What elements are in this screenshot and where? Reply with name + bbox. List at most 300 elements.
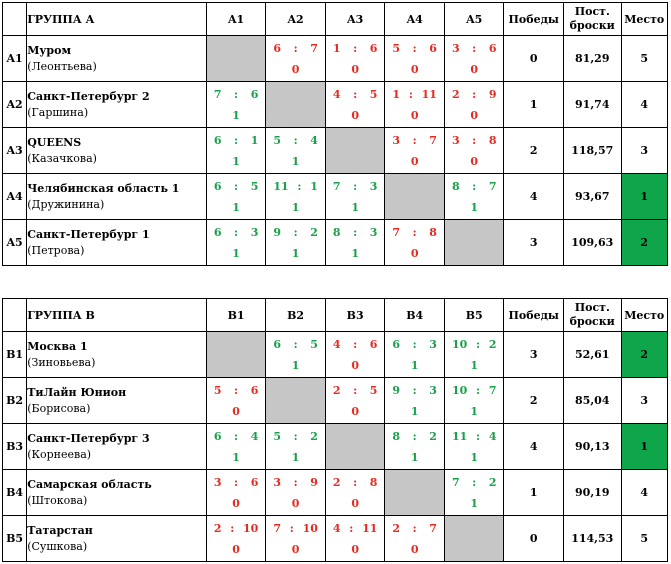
match-score	[326, 338, 385, 351]
match-score	[266, 522, 325, 535]
team-coach: (Зиновьева)	[27, 355, 96, 369]
team-id: B1	[3, 332, 27, 378]
score-opponent: 6	[429, 42, 437, 55]
place-value: 2	[621, 332, 667, 378]
match-score	[207, 476, 266, 489]
group-title: ГРУППА А	[27, 3, 207, 36]
match-score-cell	[385, 516, 445, 562]
wins-value: 4	[504, 424, 564, 470]
score-separator: :	[353, 338, 358, 351]
team-coach: (Дружинина)	[27, 197, 105, 211]
score-opponent: 5	[250, 180, 259, 193]
match-point: 0	[291, 497, 300, 510]
match-score	[207, 522, 266, 535]
match-score	[326, 384, 385, 397]
match-score	[385, 522, 444, 535]
wins-value: 3	[504, 332, 564, 378]
score-opponent: 3	[429, 384, 437, 397]
match-point: 1	[291, 451, 300, 464]
match-score	[326, 42, 385, 55]
match-score-cell	[444, 424, 504, 470]
column-header: A2	[266, 3, 326, 36]
match-score	[326, 88, 385, 101]
team-row	[3, 470, 668, 516]
score-separator: :	[472, 88, 477, 101]
score-separator: :	[349, 522, 354, 535]
match-score-cell	[325, 516, 385, 562]
match-score-cell	[325, 332, 385, 378]
team-cell	[27, 220, 207, 266]
match-point: 0	[232, 543, 240, 556]
score-own: 1	[392, 88, 401, 101]
score-own: 2	[213, 522, 222, 535]
score-opponent: 7	[310, 42, 318, 55]
score-own: 6	[213, 134, 222, 147]
points-value: 118,57	[564, 128, 622, 174]
team-row	[3, 82, 668, 128]
column-header: B3	[325, 299, 385, 332]
header-row	[3, 3, 668, 36]
place-value: 4	[621, 470, 667, 516]
points-value: 93,67	[564, 174, 622, 220]
team-coach: (Штокова)	[27, 493, 88, 507]
match-score	[266, 180, 325, 193]
match-score	[385, 42, 444, 55]
match-score-cell	[206, 424, 266, 470]
points-value: 109,63	[564, 220, 622, 266]
team-id: B5	[3, 516, 27, 562]
match-point: 1	[410, 405, 419, 418]
team-id: A1	[3, 36, 27, 82]
score-separator: :	[234, 430, 239, 443]
score-separator: :	[293, 338, 298, 351]
match-score	[266, 134, 325, 147]
score-separator: :	[353, 226, 358, 239]
score-own: 8	[451, 180, 460, 193]
score-opponent: 7	[429, 522, 437, 535]
score-separator: :	[234, 134, 239, 147]
score-opponent: 5	[310, 338, 318, 351]
score-opponent: 2	[429, 430, 437, 443]
match-score-cell	[444, 36, 504, 82]
score-opponent: 8	[488, 134, 497, 147]
points-value: 91,74	[564, 82, 622, 128]
score-own: 2	[451, 88, 460, 101]
match-point: 0	[351, 359, 359, 372]
match-score-cell	[206, 220, 266, 266]
score-separator: :	[230, 522, 235, 535]
team-name: Татарстан	[27, 523, 93, 537]
self-match-cell	[266, 82, 326, 128]
match-point: 0	[232, 405, 240, 418]
team-cell	[27, 378, 207, 424]
corner-cell	[3, 3, 27, 36]
score-opponent: 7	[488, 384, 497, 397]
match-score	[207, 88, 266, 101]
team-cell	[27, 470, 207, 516]
self-match-cell	[385, 174, 445, 220]
match-score-cell	[266, 128, 326, 174]
score-own: 9	[273, 226, 281, 239]
score-separator: :	[476, 338, 481, 351]
wins-header: Победы	[504, 3, 564, 36]
match-score	[385, 338, 444, 351]
team-coach: (Корнеева)	[27, 447, 92, 461]
score-separator: :	[297, 180, 302, 193]
score-own: 7	[273, 522, 281, 535]
match-point: 1	[291, 201, 300, 214]
wins-header: Победы	[504, 299, 564, 332]
score-opponent: 6	[488, 42, 497, 55]
team-row	[3, 36, 668, 82]
team-coach: (Петрова)	[27, 243, 85, 257]
self-match-cell	[206, 332, 266, 378]
match-score	[445, 476, 504, 489]
match-score-cell	[325, 470, 385, 516]
match-point: 1	[410, 359, 419, 372]
team-row	[3, 174, 668, 220]
wins-value: 2	[504, 128, 564, 174]
team-cell	[27, 36, 207, 82]
score-separator: :	[472, 134, 477, 147]
match-score	[266, 338, 325, 351]
score-own: 11	[273, 180, 289, 193]
points-header	[564, 299, 622, 332]
match-score-cell	[444, 82, 504, 128]
score-opponent: 2	[310, 430, 318, 443]
place-value: 5	[621, 36, 667, 82]
score-opponent: 2	[310, 226, 318, 239]
place-value: 5	[621, 516, 667, 562]
wins-value: 0	[504, 516, 564, 562]
match-score	[266, 226, 325, 239]
score-opponent: 5	[369, 384, 378, 397]
points-header-line1: Пост.	[574, 5, 610, 18]
match-score	[445, 384, 504, 397]
match-score	[266, 430, 325, 443]
match-score-cell	[206, 128, 266, 174]
score-opponent: 11	[421, 88, 437, 101]
match-score-cell	[385, 82, 445, 128]
score-opponent: 5	[369, 88, 378, 101]
score-own: 2	[332, 384, 341, 397]
score-opponent: 1	[250, 134, 259, 147]
score-own: 10	[451, 384, 468, 397]
match-score-cell	[206, 516, 266, 562]
match-score-cell	[325, 378, 385, 424]
score-separator: :	[476, 384, 481, 397]
score-own: 8	[332, 226, 341, 239]
group-title: ГРУППА В	[27, 299, 207, 332]
team-id: A3	[3, 128, 27, 174]
match-score	[326, 522, 385, 535]
score-opponent: 10	[302, 522, 318, 535]
score-separator: :	[412, 384, 417, 397]
score-separator: :	[408, 88, 413, 101]
score-own: 6	[392, 338, 401, 351]
points-value: 90,19	[564, 470, 622, 516]
score-own: 9	[392, 384, 401, 397]
score-separator: :	[412, 338, 417, 351]
team-name: ТиЛайн Юнион	[27, 385, 127, 399]
place-value: 4	[621, 82, 667, 128]
group-b-table	[2, 298, 668, 562]
score-own: 2	[332, 476, 341, 489]
match-score-cell	[325, 220, 385, 266]
score-separator: :	[234, 88, 239, 101]
team-row	[3, 378, 668, 424]
header-row	[3, 299, 668, 332]
wins-value: 1	[504, 82, 564, 128]
score-own: 2	[392, 522, 401, 535]
self-match-cell	[206, 36, 266, 82]
score-own: 6	[273, 42, 281, 55]
team-coach: (Сушкова)	[27, 539, 88, 553]
match-score-cell	[206, 174, 266, 220]
match-score-cell	[444, 470, 504, 516]
match-point: 1	[470, 405, 479, 418]
score-opponent: 4	[488, 430, 497, 443]
match-point: 0	[410, 247, 419, 260]
score-opponent: 9	[488, 88, 497, 101]
match-score-cell	[444, 332, 504, 378]
team-cell	[27, 332, 207, 378]
match-point: 1	[232, 109, 240, 122]
match-score	[445, 338, 504, 351]
match-point: 1	[232, 201, 240, 214]
match-point: 1	[291, 359, 300, 372]
match-point: 1	[351, 201, 359, 214]
points-header-line1: Пост.	[574, 301, 610, 314]
match-score-cell	[385, 424, 445, 470]
team-coach: (Леонтьева)	[27, 59, 97, 73]
match-score-cell	[444, 378, 504, 424]
wins-value: 0	[504, 36, 564, 82]
match-score-cell	[266, 470, 326, 516]
score-separator: :	[412, 226, 417, 239]
match-point: 0	[410, 155, 419, 168]
score-separator: :	[412, 134, 417, 147]
score-opponent: 4	[250, 430, 259, 443]
place-value: 3	[621, 378, 667, 424]
match-point: 0	[291, 63, 300, 76]
team-name: QUEENS	[27, 135, 82, 149]
match-point: 1	[291, 155, 300, 168]
team-id: B3	[3, 424, 27, 470]
score-opponent: 3	[250, 226, 259, 239]
column-header: A1	[206, 3, 266, 36]
score-opponent: 8	[369, 476, 378, 489]
match-score	[445, 180, 504, 193]
score-own: 8	[392, 430, 401, 443]
score-own: 5	[392, 42, 401, 55]
match-score	[385, 88, 444, 101]
group-a-table	[2, 2, 668, 266]
score-separator: :	[472, 180, 477, 193]
team-row	[3, 220, 668, 266]
points-value: 52,61	[564, 332, 622, 378]
score-separator: :	[472, 42, 477, 55]
score-separator: :	[353, 42, 358, 55]
team-name: Москва 1	[27, 339, 88, 353]
score-opponent: 9	[310, 476, 318, 489]
score-opponent: 1	[310, 180, 318, 193]
score-opponent: 3	[429, 338, 437, 351]
score-separator: :	[234, 180, 239, 193]
column-header: B5	[444, 299, 504, 332]
score-own: 1	[332, 42, 341, 55]
column-header: B4	[385, 299, 445, 332]
place-value: 3	[621, 128, 667, 174]
match-score	[445, 88, 504, 101]
team-name: Самарская область	[27, 477, 152, 491]
match-score-cell	[266, 220, 326, 266]
team-cell	[27, 424, 207, 470]
match-score	[385, 430, 444, 443]
match-score	[326, 476, 385, 489]
match-point: 0	[351, 109, 359, 122]
match-score-cell	[266, 174, 326, 220]
score-opponent: 6	[250, 88, 259, 101]
team-cell	[27, 82, 207, 128]
self-match-cell	[325, 424, 385, 470]
match-score	[385, 226, 444, 239]
score-separator: :	[353, 476, 358, 489]
score-separator: :	[353, 88, 358, 101]
team-name: Челябинская область 1	[27, 181, 180, 195]
team-id: B2	[3, 378, 27, 424]
match-score	[207, 384, 266, 397]
match-score-cell	[444, 174, 504, 220]
match-point: 1	[410, 451, 419, 464]
match-point: 0	[410, 109, 419, 122]
place-value: 1	[621, 424, 667, 470]
match-score-cell	[325, 82, 385, 128]
score-own: 4	[332, 522, 341, 535]
match-score-cell	[266, 516, 326, 562]
match-point: 0	[351, 497, 359, 510]
wins-value: 2	[504, 378, 564, 424]
score-separator: :	[353, 180, 358, 193]
team-coach: (Казачкова)	[27, 151, 97, 165]
score-opponent: 2	[488, 476, 497, 489]
team-row	[3, 424, 668, 470]
score-opponent: 6	[369, 338, 378, 351]
match-point: 0	[410, 63, 419, 76]
score-separator: :	[293, 476, 298, 489]
self-match-cell	[266, 378, 326, 424]
match-score-cell	[385, 220, 445, 266]
column-header: A5	[444, 3, 504, 36]
match-score	[266, 476, 325, 489]
score-own: 3	[273, 476, 281, 489]
match-score	[326, 226, 385, 239]
team-id: B4	[3, 470, 27, 516]
score-own: 5	[273, 430, 281, 443]
score-opponent: 3	[369, 180, 378, 193]
score-own: 6	[213, 226, 222, 239]
score-separator: :	[234, 384, 239, 397]
score-opponent: 4	[310, 134, 318, 147]
points-header-line2: броски	[569, 19, 615, 32]
points-value: 81,29	[564, 36, 622, 82]
team-name: Санкт-Петербург 3	[27, 431, 150, 445]
match-score	[385, 134, 444, 147]
match-score	[445, 42, 504, 55]
match-score-cell	[266, 424, 326, 470]
match-point: 0	[410, 543, 419, 556]
score-own: 3	[451, 42, 460, 55]
match-score	[445, 430, 504, 443]
score-opponent: 8	[429, 226, 437, 239]
score-opponent: 3	[369, 226, 378, 239]
points-value: 114,53	[564, 516, 622, 562]
team-name: Санкт-Петербург 1	[27, 227, 150, 241]
score-separator: :	[293, 42, 298, 55]
score-separator: :	[293, 430, 298, 443]
team-cell	[27, 128, 207, 174]
match-point: 1	[470, 201, 479, 214]
match-score-cell	[266, 36, 326, 82]
team-name: Санкт-Петербург 2	[27, 89, 150, 103]
match-point: 1	[470, 497, 479, 510]
team-row	[3, 516, 668, 562]
score-separator: :	[289, 522, 294, 535]
match-score-cell	[206, 470, 266, 516]
score-own: 7	[451, 476, 460, 489]
match-score-cell	[385, 378, 445, 424]
column-header: B2	[266, 299, 326, 332]
score-opponent: 6	[250, 476, 259, 489]
match-point: 1	[232, 247, 240, 260]
score-own: 10	[451, 338, 468, 351]
score-own: 7	[332, 180, 341, 193]
team-coach: (Гаршина)	[27, 105, 89, 119]
score-opponent: 6	[369, 42, 378, 55]
team-id: A2	[3, 82, 27, 128]
score-separator: :	[472, 476, 477, 489]
place-value: 1	[621, 174, 667, 220]
points-header-line2: броски	[569, 315, 615, 328]
match-point: 0	[470, 155, 479, 168]
score-separator: :	[412, 42, 417, 55]
column-header: B1	[206, 299, 266, 332]
score-own: 3	[213, 476, 222, 489]
self-match-cell	[444, 516, 504, 562]
score-opponent: 6	[250, 384, 259, 397]
score-opponent: 7	[488, 180, 497, 193]
match-score-cell	[266, 332, 326, 378]
match-point: 1	[232, 451, 240, 464]
score-separator: :	[476, 430, 481, 443]
score-separator: :	[293, 226, 298, 239]
score-separator: :	[412, 430, 417, 443]
match-point: 0	[351, 405, 359, 418]
match-point: 1	[291, 247, 300, 260]
score-separator: :	[234, 226, 239, 239]
match-score	[326, 180, 385, 193]
column-header: A4	[385, 3, 445, 36]
match-point: 0	[291, 543, 300, 556]
match-score-cell	[385, 332, 445, 378]
score-own: 4	[332, 88, 341, 101]
match-point: 1	[232, 155, 240, 168]
team-id: A5	[3, 220, 27, 266]
match-point: 1	[470, 359, 479, 372]
match-score-cell	[385, 128, 445, 174]
match-score-cell	[206, 378, 266, 424]
score-own: 7	[213, 88, 222, 101]
